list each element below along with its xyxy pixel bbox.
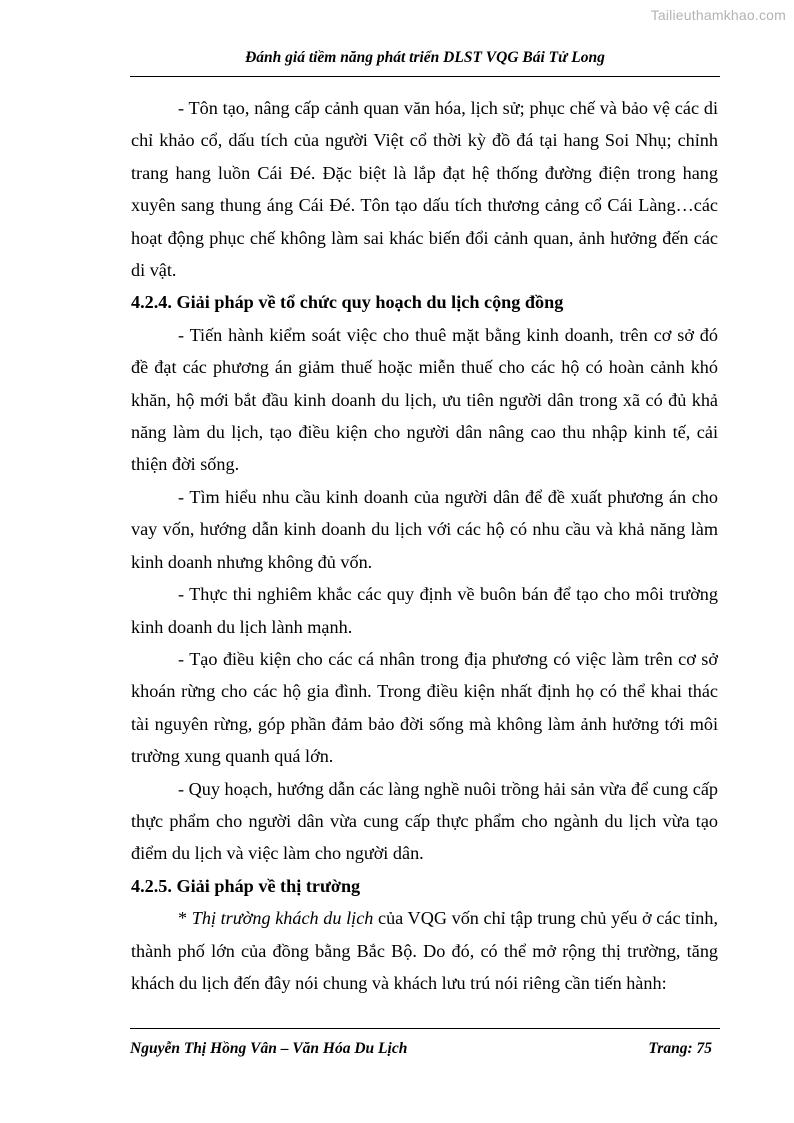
paragraph-loans: - Tìm hiểu nhu cầu kinh doanh của người dân để đề xuất phương án cho vay vốn, hướng dẫn kinh doanh du lịch với các hộ có nhu cầu và khả năng làm kinh doanh nhưng không đủ vốn. (131, 486, 718, 572)
watermark: Tailieuthamkhao.com (650, 7, 786, 23)
page-number: Trang: 75 (648, 1040, 712, 1057)
paragraph-restoration: - Tôn tạo, nâng cấp cảnh quan văn hóa, lịch sử; phục chế và bảo vệ các di chỉ khảo cổ, dấu tích của người Việt cổ thời kỳ đồ đá tại hang Soi Nhụ; chỉnh trang hang luồn Cái Đé. Đặc biệt là lắp đạt hệ thống đường điện trong hang xuyên sang thung áng Cái Đé. Tôn tạo dấu tích thương cảng cổ Cái Làng…các hoạt động phục chế không làm sai khác biến đổi cảnh quan, ảnh hưởng đến các di vật. (131, 98, 718, 281)
page-body (131, 92, 718, 999)
paragraph-aquaculture: - Quy hoạch, hướng dẫn các làng nghề nuôi trồng hải sản vừa để cung cấp thực phẩm cho người dân vừa cung cấp thực phẩm cho ngành du lịch vừa tạo điểm du lịch và việc làm cho người dân. (131, 778, 718, 864)
header-rule (130, 76, 720, 77)
running-header: Đánh giá tiềm năng phát triển DLST VQG Bái Tử Long (245, 49, 605, 66)
section-heading-4-2-5: 4.2.5. Giải pháp về thị trường (131, 875, 361, 896)
market-term: Thị trường khách du lịch (191, 908, 374, 929)
footer-rule (130, 1028, 720, 1029)
paragraph-market (131, 902, 718, 999)
paragraph-forest-allocation: - Tạo điều kiện cho các cá nhân trong địa phương có việc làm trên cơ sở khoán rừng cho các hộ gia đình. Trong điều kiện nhất định họ có thể khai thác tài nguyên rừng, góp phần đảm bảo đời sống mà không làm ảnh hưởng tới môi trường xung quanh quá lớn. (131, 648, 718, 767)
market-bullet: * (178, 908, 192, 929)
market-text: của VQG vốn chỉ tập trung chủ yếu ở các tỉnh, thành phố lớn của đồng bằng Bắc Bộ. Do đó, có thể mở rộng thị trường, tăng khách du lịch đến đây nói chung và khách lưu trú nói riêng cần tiến hành: (131, 908, 718, 993)
section-heading-4-2-4: 4.2.4. Giải pháp về tổ chức quy hoạch du lịch cộng đồng (131, 292, 564, 313)
paragraph-regulations: - Thực thi nghiêm khắc các quy định về buôn bán để tạo cho môi trường kinh doanh du lịch lành mạnh. (131, 584, 718, 637)
running-footer (130, 1040, 720, 1058)
paragraph-rental-control: - Tiến hành kiểm soát việc cho thuê mặt bằng kinh doanh, trên cơ sở đó đề đạt các phương án giảm thuế hoặc miễn thuế cho các hộ có hoàn cảnh khó khăn, hộ mới bắt đầu kinh doanh du lịch, ưu tiên người dân trong xã có đủ khả năng làm du lịch, tạo điều kiện cho người dân nâng cao thu nhập kinh tế, cải thiện đời sống. (131, 324, 718, 475)
footer-author: Nguyễn Thị Hồng Vân – Văn Hóa Du Lịch (130, 1040, 408, 1057)
